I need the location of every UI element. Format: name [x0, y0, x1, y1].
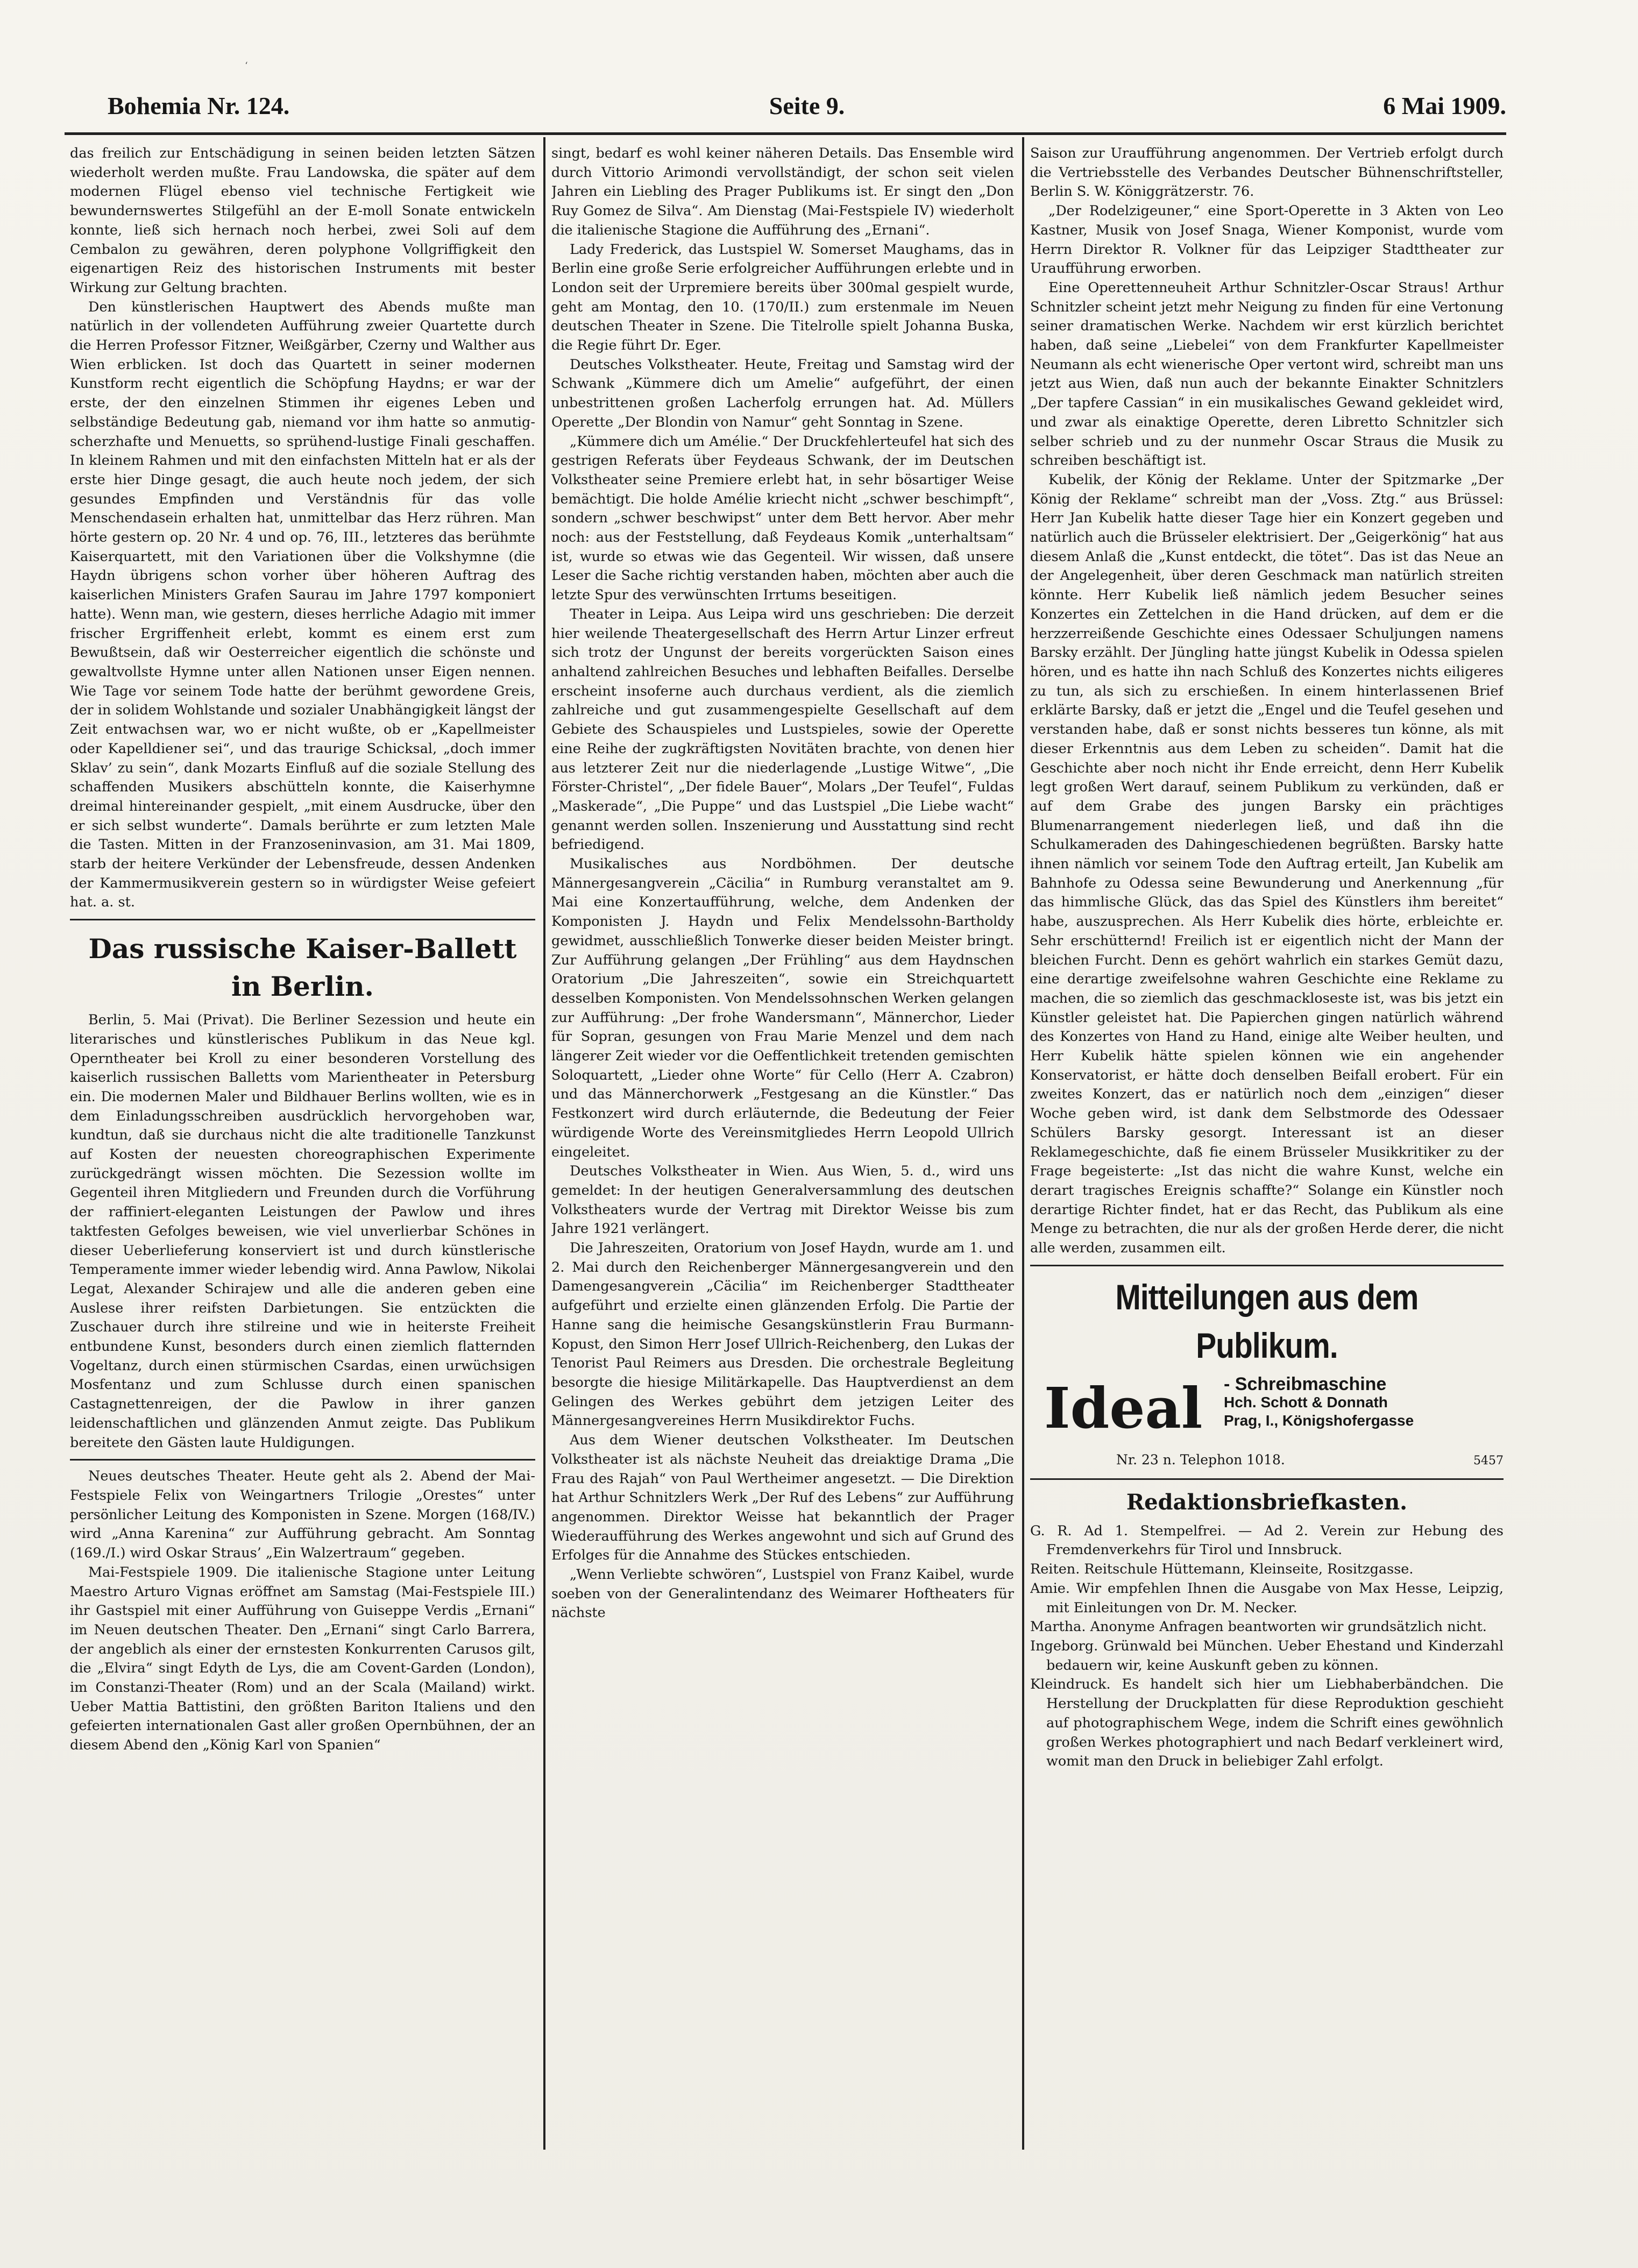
- article-paragraph: Musikalisches aus Nordböhmen. Der deutsche Männergesangverein „Cäcilia“ in Rumburg veranstaltet am 9. Mai eine Konzertaufführung, welche, dem Andenken der Komponisten J. Haydn und Felix Mendelssohn-Bartholdy gewidmet, ausschließlich Tonwerke dieser beiden Meister bringt. Zur Aufführung gelangen „Der Frühling“ aus dem Haydnschen Oratorium „Die Jahreszeiten“, sowie ein Streichquartett desselben Komponisten. Von Mendelssohnschen Werken gelangen zur Aufführung: „Der frohe Wandersmann“, Männerchor, Lieder für Sopran, gesungen von Frau Marie Menzel und dem nach längerer Zeit wieder vor die Oeffentlichkeit tretenden gemischten Soloquartett, „Lieder ohne Worte“ für Cello (Herr A. Czabron) und das Männerchorwerk „Festgesang an die Künstler.“ Das Festkonzert wird durch erläuternde, die Bedeutung der Feier würdigende Worte des Vereinsmitgliedes Herrn Leopold Ullrich eingeleitet.: [551, 856, 1014, 1160]
- article-paragraph: Mai-Festspiele 1909. Die italienische Stagione unter Leitung Maestro Arturo Vignas eröffnet am Samstag (Mai-Festspiele III.) ihr Gastspiel mit einer Aufführung von Guiseppe Verdis „Ernani“ im Neuen deutschen Theater. Den „Ernani“ singt Carlo Barrera, der angeblich als einer der ernstesten Konkurrenten Carusos gilt, die „Elvira“ singt Edyth de Lys, die am Covent-Garden (London), im Constanzi-Theater (Rom) und an der Scala (Mailand) wirkt. Ueber Mattia Battistini, den größten Bariton Italiens und den gefeierten internationalen Gast aller großen Opernbühnen, der an diesem Abend den „König Karl von Spanien“: [70, 1564, 535, 1754]
- typewriter-advertisement: [1030, 1375, 1504, 1472]
- letters-item: Reiten. Reitschule Hüttemann, Kleinseite, Rositzgasse.: [1030, 1561, 1414, 1578]
- issue-date: 6 Mai 1909.: [1383, 92, 1506, 119]
- article-divider: [70, 1459, 535, 1461]
- column-divider-1: [543, 137, 545, 2150]
- article-paragraph: Aus dem Wiener deutschen Volkstheater. Im Deutschen Volkstheater ist als nächste Neuheit das dreiaktige Drama „Die Frau des Rajah“ von Paul Wertheimer angesetzt. — Die Direktion hat Arthur Schnitzlers Werk „Der Ruf des Lebens“ zur Aufführung angenommen. Direktor Weisse hat bekanntlich der Prager Wiederaufführung des Werkes angewohnt und sich auf Grund des Erfolges für die Annahme des Stückes entschieden.: [551, 1432, 1014, 1564]
- letters-item: Kleindruck. Es handelt sich hier um Liebhaberbändchen. Die Herstellung der Druckplatten für diese Reproduktion geschieht auf photographischem Wege, indem die Schrift eines gewöhnlich großen Werkes photographiert und nach Bedarf verkleinert wird, womit man den Druck in beliebiger Zahl erfolgt.: [1030, 1676, 1504, 1770]
- article-paragraph: Berlin, 5. Mai (Privat). Die Berliner Sezession und heute ein literarisches und künstlerisches Publikum in das Neue kgl. Operntheater bei Kroll zu einer besonderen Vorstellung des kaiserlich russischen Balletts vom Marientheater in Petersburg ein. Die modernen Maler und Bildhauer Berlins wollten, wie es in dem Einladungsschreiben ausdrücklich hervorgehoben war, kundtun, daß sie durchaus nicht die alte traditionelle Tanzkunst auf Kosten der neuesten choreographischen Experimente zurückgedrängt wissen möchten. Die Sezession wollte im Gegenteil ihren Mitgliedern und Freunden durch die Vorführung der raffiniert-eleganten Leistungen der Pawlow und ihres taktfesten Gefolges beweisen, wie viel unverlierbar Schönes in dieser Ueberlieferung konserviert ist und durch künstlerische Temperamente immer wieder lebendig wird. Anna Pawlow, Nikolai Legat, Alexander Schirajew und alle die anderen geben eine Auslese ihrer reifsten Darbietungen. Sie entzückten die Zuschauer durch ihre stilreine und wie in heiterste Freiheit entbundene Kunst, besonders durch einen ziemlich flatternden Vogeltanz, durch einen stürmischen Csardas, einen urwüchsigen Mosfentanz und zum Schlusse durch einen spanischen Castagnettenreigen, der die Pawlow in ihrer ganzen leidenschaftlichen und glänzenden Anmut zeigte. Das Publikum bereitete den Gästen laute Huldigungen.: [70, 1012, 535, 1451]
- page-header: [108, 91, 1506, 129]
- publication-issue: Bohemia Nr. 124.: [108, 92, 290, 119]
- article-paragraph: Eine Operettenneuheit Arthur Schnitzler-Oscar Straus! Arthur Schnitzler scheint jetzt mehr Neigung zu finden für eine Vertonung seiner dramatischen Werke. Nachdem wir erst kürzlich berichtet haben, daß seine „Liebelei“ von dem Frankfurter Kapellmeister Neumann als echt wienerische Oper vertont wird, schreibt man uns jetzt aus Wien, daß nun auch der bekannte Einakter Schnitzlers „Der tapfere Cassian“ in ein musikalisches Gewand gekleidet wird, und zwar als einaktige Operette, deren Libretto Schnitzler sich selber schrieb und zu der nunmehr Oscar Straus die Musik zu schreiben beschäftigt ist.: [1030, 279, 1504, 469]
- column-divider-2: [1022, 137, 1024, 2150]
- header-rule: [65, 132, 1506, 135]
- ad-contact: Nr. 23 n. Telephon 1018.: [1116, 1451, 1285, 1468]
- letters-section-title: Redaktionsbriefkasten.: [1126, 1489, 1408, 1515]
- letters-list: [1030, 1522, 1504, 1771]
- article-paragraph: Theater in Leipa. Aus Leipa wird uns geschrieben: Die derzeit hier weilende Theatergesellschaft des Herrn Artur Linzer erfreut sich trotz der Ungunst der bereits vorgerückten Saison eines anhaltend zahlreichen Besuches und lebhaften Beifalles. Derselbe erscheint insoferne auch durchaus verdient, als die ziemlich zahlreiche und gut zusammengespielte Gesellschaft auf dem Gebiete des Schauspieles und Lustspieles, sowie der Operette eine Reihe der zugkräftigsten Novitäten brachte, von denen hier aus letzterer Zeit nur die niederlagende „Lustige Witwe“, „Die Förster-Christel“, „Der fidele Bauer“, Molars „Der Teufel“, Fuldas „Maskerade“, „Die Puppe“ und das Lustspiel „Die Liebe wacht“ genannt werden sollen. Inszenierung und Ausstattung sind recht befriedigend.: [551, 606, 1014, 853]
- ads-section-title: Mitteilungen aus dem Publikum.: [1115, 1277, 1419, 1365]
- ballet-article-title: Das russische Kaiser-Ballett in Berlin.: [88, 933, 517, 1003]
- article-paragraph: „Der Rodelzigeuner,“ eine Sport-Operette in 3 Akten von Leo Kastner, Musik von Josef Snaga, Wiener Komponist, wurde vom Herrn Direktor R. Volkner für das Leipziger Stadttheater zur Uraufführung erworben.: [1030, 203, 1504, 277]
- article-paragraph: Kubelik, der König der Reklame. Unter der Spitzmarke „Der König der Reklame“ schreibt man der „Voss. Ztg.“ aus Brüssel: Herr Jan Kubelik hatte dieser Tage hier ein Konzert gegeben und natürlich auch die Brüsseler elektrisiert. Der „Geigerkönig“ hat aus diesem Anlaß die „Kunst entdeckt, die tötet“. Das ist das Neue an der Angelegenheit, über deren Geschmack man natürlich streiten könnte. Herr Kubelik ließ nämlich jedem Besucher seines Konzertes ein Zettelchen in die Hand drücken, auf dem er die herzzerreißende Geschichte eines Odessaer Schuljungen namens Barsky erzählt. Der Jüngling hatte jüngst Kubelik in Odessa spielen hören, und es hatte ihn nach Schluß des Konzertes nichts eiligeres zu tun, als sich zu erschießen. In einem hinterlassenen Brief erklärte Barsky, daß er jetzt die „Engel und die Teufel gesehen und verstanden habe, daß er sonst nichts besseres tun könne, als mit dieser Erkenntnis aus dem Leben zu scheiden“. Damit hat die Geschichte aber noch nicht ihr Ende erreicht, denn Herr Kubelik legt großen Wert darauf, seinem Publikum zu verkünden, daß er auf dem Grabe des jungen Barsky ein prächtiges Blumenarrangement niederlegen ließ, und daß ihn die Schulkameraden des Dahingeschiedenen begrüßten. Barsky hatte ihnen nämlich vor seinem Tode den Auftrag erteilt, Jan Kubelik am Bahnhofe zu Odessa seine Bewunderung und Anerkennung „für das himmlische Glück, das das Spiel des Künstlers ihm bereitet“ habe, auszusprechen. Als Herr Kubelik dies hörte, erbleichte er. Sehr erschütternd! Freilich ist er eigentlich nicht der Mann der bleichen Furcht. Denn es gehört wahrlich ein starkes Gemüt dazu, eine derartige zweifelsohne wahren Geschichte eine Reklame zu machen, die so ziemlich das geschmackloseste ist, was bis jetzt ein Künstler geleistet hat. Die Papierchen gingen natürlich während des Konzertes von Hand zu Hand, einige alte Weiber heulten, und Herr Kubelik hätte spielen können wie ein angehender Konservatorist, er hätte doch denselben Beifall erobert. Für ein zweites Konzert, das er natürlich noch dem „einzigen“ dieser Woche geben wird, ist dank dem Selbstmorde des Odessaer Schülers Barsky gesorgt. Interessant ist an dieser Reklamegeschichte, daß fie einem Brüsseler Musikkritiker zu der Frage begeisterte: „Ist das nicht die wahre Kunst, welche ein derart tragisches Ereignis schaffte?“ Solange ein Künstler noch derartige Richter findet, hat er das Recht, das Publikum als eine Menge zu betrachten, die nur als der großen Herde derer, die nicht alle werden, zusammen eilt.: [1030, 471, 1504, 1257]
- letters-item: G. R. Ad 1. Stempelfrei. — Ad 2. Verein zur Hebung des Fremdenverkehrs für Tirol und Innsbruck.: [1030, 1522, 1504, 1558]
- article-paragraph: Die Jahreszeiten, Oratorium von Josef Haydn, wurde am 1. und 2. Mai durch den Reichenberger Männergesangverein und den Damengesangverein „Cäcilia“ im Reichenberger Stadttheater aufgeführt und erzielte einen glänzenden Erfolg. Die Partie der Hanne sang die heimische Gesangskünstlerin Frau Burmann-Kopust, den Simon Herr Josef Ullrich-Reichenberg, den Lukas der Tenorist Paul Reimers aus Dresden. Die orchestrale Begleitung besorgte die hiesige Militärkapelle. Das Hauptverdienst an dem Gelingen des Werkes gebührt dem jetzigen Leiter des Männergesangvereines Herrn Musikdirektor Fuchs.: [551, 1240, 1014, 1429]
- ad-product: - Schreibmaschine: [1224, 1373, 1387, 1394]
- article-paragraph: Neues deutsches Theater. Heute geht als 2. Abend der Mai-Festspiele Felix von Weingartners Trilogie „Orestes“ unter persönlicher Leitung des Komponisten in Szene. Morgen (168/IV.) wird „Anna Karenina“ zur Aufführung gebracht. Am Sonntag (169./I.) wird Oskar Straus’ „Ein Walzertraum“ gegeben.: [70, 1468, 535, 1562]
- ad-company: Hch. Schott & Donnath: [1224, 1393, 1388, 1411]
- ad-reference-number: 5457: [1473, 1454, 1504, 1468]
- page-number: Seite 9.: [769, 92, 845, 119]
- article-paragraph: Lady Frederick, das Lustspiel W. Somerset Maughams, das in Berlin eine große Serie erfolgreicher Aufführungen erlebte und in London seit der Urpremiere bereits über 300mal gespielt wurde, geht am Montag, den 10. (170/II.) zum erstenmale im Neuen deutschen Theater in Szene. Die Titelrolle spielt Johanna Buska, die Regie führt Dr. Eger.: [551, 241, 1014, 354]
- article-paragraph: singt, bedarf es wohl keiner näheren Details. Das Ensemble wird durch Vittorio Arimondi vervollständigt, der schon seit vielen Jahren ein Liebling des Prager Publikums ist. Er singt den „Don Ruy Gomez de Silva“. Am Dienstag (Mai-Festspiele IV) wiederholt die italienische Stagione die Aufführung des „Ernani“.: [551, 145, 1014, 238]
- page-mark: ‘: [245, 60, 248, 72]
- svg-text:Ideal: Ideal: [1044, 1374, 1203, 1440]
- article-paragraph: „Wenn Verliebte schwören“, Lustspiel von Franz Kaibel, wurde soeben von der Generalintendanz des Weimarer Hoftheaters für nächste: [551, 1567, 1014, 1621]
- letters-item: Ingeborg. Grünwald bei München. Ueber Ehestand und Kinderzahl bedauern wir, keine Auskunft geben zu können.: [1030, 1638, 1504, 1674]
- article-paragraph: Saison zur Uraufführung angenommen. Der Vertrieb erfolgt durch die Vertriebsstelle des Verbandes Deutscher Bühnenschriftsteller, Berlin S. W. Königgrätzerstr. 76.: [1030, 145, 1504, 200]
- ideal-logo: [1041, 1375, 1224, 1440]
- ad-address: Prag, I., Königshofergasse: [1224, 1412, 1414, 1429]
- section-divider: [1030, 1478, 1504, 1480]
- column-3: [1030, 144, 1504, 2144]
- column-2: [551, 144, 1014, 2144]
- article-paragraph: das freilich zur Entschädigung in seinen beiden letzten Sätzen wiederholt werden mußte. Frau Landowska, die später auf dem modernen Flügel ebenso viel technische Fertigkeit wie bewundernswertes Stilgefühl an der E-moll Sonate entwickeln konnte, ließ sich hernach noch herbei, zwei Soli auf dem Cembalon zu gewähren, deren polyphone Vollgriffigkeit den eigenartigen Reiz des historischen Instruments mit bester Wirkung zur Geltung brachten.: [70, 145, 535, 296]
- ad-text-block: [1224, 1375, 1493, 1430]
- letters-item: Martha. Anonyme Anfragen beantworten wir grundsätzlich nicht.: [1030, 1619, 1487, 1635]
- letters-item: Amie. Wir empfehlen Ihnen die Ausgabe von Max Hesse, Leipzig, mit Einleitungen von Dr. M. Necker.: [1030, 1580, 1504, 1616]
- article-paragraph: Deutsches Volkstheater in Wien. Aus Wien, 5. d., wird uns gemeldet: In der heutigen Generalversammlung des deutschen Volkstheaters wurde der Vertrag mit Direktor Weisse bis zum Jahre 1921 verlängert.: [551, 1163, 1014, 1237]
- section-divider: [1030, 1265, 1504, 1266]
- article-divider: [70, 919, 535, 920]
- article-paragraph: Den künstlerischen Hauptwert des Abends mußte man natürlich in der vollendeten Aufführung zweier Quartette durch die Herren Professor Fitzner, Weißgärber, Czerny und Walther aus Wien erblicken. Ist doch das Quartett in seiner modernen Kunstform recht eigentlich die Schöpfung Haydns; er war der erste, der den einzelnen Stimmen ihr eigenes Leben und selbständige Bedeutung gab, niemand vor ihm hatte so anmutig-scherzhafte und Menuetts, so sprühend-lustige Finali geschaffen. In kleinem Rahmen und mit den einfachsten Mitteln hat er als der erste hier Dinge gesagt, die auch heute noch jedem, der sich gesundes Empfinden und Verständnis für das volle Menschendasein erhalten hat, unmittelbar das Herz rühren. Man hörte gestern op. 20 Nr. 4 und op. 76, III., letzteres das berühmte Kaiserquartett, mit den Variationen über die Volkshymne (die Haydn übrigens schon vorher über höheren Auftrag des kaiserlichen Ministers Grafen Saurau im Jahre 1797 komponiert hatte). Wenn man, wie gestern, dieses herrliche Adagio mit immer frischer Ergriffenheit erlebt, kommt es einem erst zum Bewußtsein, daß wir Oesterreicher eigentlich die schönste und gewaltvollste Hymne unter allen Nationen unser Eigen nennen. Wie Tage vor seinem Tode hatte der berühmt gewordene Greis, der in solidem Wohlstande und sozialer Unabhängigkeit längst der Zeit entwachsen war, wo er nicht wußte, ob er „Kapellmeister oder Kapelldiener sei“, und das traurige Schicksal, „doch immer Sklav’ zu sein“, dank Mozarts Einfluß auf die soziale Stellung des schaffenden Musikers abschütteln konnte, die Kaiserhymne dreimal hintereinander gespielt, „mit einem Ausdrucke, über den er sich selbst wunderte“. Damals berührte er zum letzten Male die Tasten. Mitten in der Franzoseninvasion, am 31. Mai 1809, starb der heitere Verkünder der Lebensfreude, dessen Andenken der Kammermusikverein gestern so in würdigster Weise gefeiert hat. a. st.: [70, 299, 535, 911]
- article-paragraph: Deutsches Volkstheater. Heute, Freitag und Samstag wird der Schwank „Kümmere dich um Amelie“ aufgeführt, der einen unbestrittenen großen Lacherfolg errungen hat. Ad. Müllers Operette „Der Blondin von Namur“ geht Sonntag in Szene.: [551, 356, 1014, 430]
- column-1: [70, 144, 535, 2144]
- article-paragraph: „Kümmere dich um Amélie.“ Der Druckfehlerteufel hat sich des gestrigen Referats über Feydeaus Schwank, der im Deutschen Volkstheater seine Premiere erlebt hat, in sehr bösartiger Weise bemächtigt. Die holde Amélie kriecht nicht „schwer beschimpft“, sondern „schwer beschwipst“ unter dem Bett hervor. Aber mehr noch: aus der Feststellung, daß Feydeaus Komik „unterhaltsam“ ist, wurde so etwas wie das Gegenteil. Wir wissen, daß unsere Leser die Sache richtig verstanden haben, möchten aber auch die letzte Spur des verwünschten Irrtums beseitigen.: [551, 433, 1014, 604]
